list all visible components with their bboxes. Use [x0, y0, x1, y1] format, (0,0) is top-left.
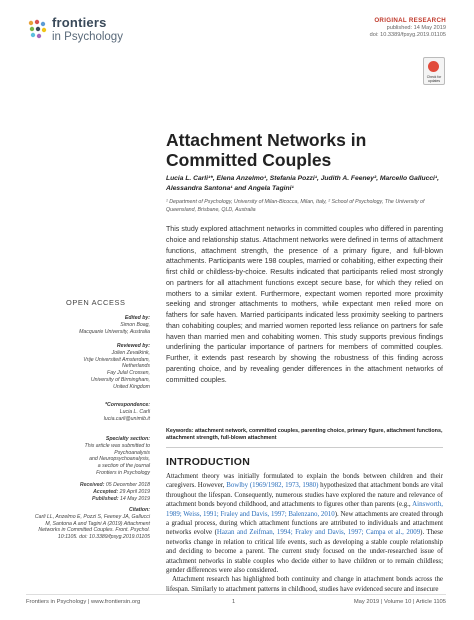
intro-text: Attachment theory was initially formulated to explain the bonds between children and their caregivers. However,: [166, 473, 443, 490]
edited-by-label: Edited by:: [124, 315, 150, 321]
check-for-updates-button[interactable]: [423, 57, 445, 85]
received-row: [28, 482, 150, 489]
editor-block: [28, 315, 150, 335]
citation-link[interactable]: Bowlby (1969/1982, 1973, 1980): [226, 482, 319, 490]
specialty-line: Frontiers in Psychology: [96, 469, 150, 476]
published-date: published: 14 May 2019: [386, 25, 446, 31]
reviewer2-country: United Kingdom: [113, 383, 150, 390]
specialty-label: Specialty section:: [105, 436, 150, 442]
introduction-heading: INTRODUCTION: [166, 456, 251, 468]
footer-journal[interactable]: Frontiers in Psychology | www.frontiersin.org: [26, 599, 141, 605]
doi: doi: 10.3389/fpsyg.2019.01105: [369, 32, 446, 38]
reviewed-by-label: Reviewed by:: [116, 343, 150, 349]
received-label: Received:: [79, 482, 105, 488]
citation-block: [28, 507, 150, 541]
abstract-text: This study explored attachment networks in committed couples who differed in parenting choice and relationship status. Attachment networks were defined in terms of attachment functions, attachment strength, the presence of a primary figure, and full-blown attachments. Participants were 198 couples, married or cohabiting, either expecting their first child or childless-by-choice. Results indicated that participants relied most strongly on partners for all attachment functions except secure base, for which they relied on mothers to a similar extent. Furthermore, expectant women reported more proximity seeking and stronger attachments to mothers, while expectant men relied more on fathers for safe haven. Married participants indicated less proximity seeking to partners than cohabiting couples; and married women reported less reliance on partners for safe haven than married men and cohabiting women. This study supports previous findings underlining the particular importance of partners for members of committed couples. Further, it extends past research by showing the robustness of this finding across parenting choice, and by revealing gender differences in the attachment networks of committed couples.: [166, 226, 443, 384]
check-updates-label: Check for updates: [426, 75, 442, 83]
specialty-line: Psychoanalysis: [114, 449, 150, 456]
citation-text: Carli LL, Anzelmo E, Pozzi S, Feeney JA, Gallucci M, Santona A and Tagini A (2019) Attachment Networks in Committed Couples. Front. Psychol. 10:1105. doi: 10.3389/fpsyg.2019.01105: [34, 513, 150, 541]
correspondence-label: *Correspondence:: [105, 402, 150, 408]
published-row: [28, 496, 150, 503]
intro-paragraph: [166, 472, 443, 575]
specialty-block: [28, 436, 150, 477]
publication-info: [370, 25, 446, 39]
reviewer1-country: Netherlands: [122, 363, 150, 370]
footer-volume: May 2019 | Volume 10 | Article 1105: [353, 599, 446, 605]
received-date: 05 December 2018: [105, 482, 150, 488]
footer-divider: [26, 594, 446, 595]
published-label: Published:: [92, 495, 119, 502]
editor-name: Simon Boag,: [120, 321, 150, 328]
affiliations: ¹ Department of Psychology, University of Milan-Bicocca, Milan, Italy, ² School of Psychology, The University of Queensland, Brisbane, QLD, Australia: [166, 199, 425, 213]
reviewer2-name: Fay Julal Crossen,: [107, 370, 150, 377]
introduction-body: [166, 472, 443, 594]
reviewer1-affiliation: Vrije Universiteit Amsterdam,: [83, 356, 150, 363]
dates-block: [28, 482, 150, 502]
specialty-line: and Neuropsychoanalysis,: [89, 456, 150, 463]
specialty-line: a section of the journal: [97, 463, 150, 470]
correspondence-block: [28, 402, 150, 422]
intro-text: ). These networks change in relation to critical life events, such as developing a stable couple relationship and deciding to become a parent. The current study focused on the under-researched issue of attachment networks in stable couples who decide either to have children or to remain childless; gender differences were also considered.: [166, 529, 443, 575]
journal-logo-name: frontiers: [52, 15, 107, 30]
section-divider: [166, 447, 443, 448]
accepted-date: 29 April 2019: [119, 488, 150, 495]
accepted-label: Accepted:: [93, 488, 119, 495]
author-list: Lucia L. Carli¹*, Elena Anzelmo¹, Stefania Pozzi¹, Judith A. Feeney², Marcello Gallucci¹, Alessandra Santona¹ and Angela Tagini¹: [166, 175, 440, 192]
citation-link[interactable]: Ainsworth, 1989; Weiss, 1991; Fraley and Davis, 1997; Balenzano, 2010: [166, 501, 443, 518]
reviewer1-name: Jolien Zevalkink,: [111, 349, 150, 356]
citation-label: Citation:: [128, 507, 150, 513]
reviewers-block: [28, 343, 150, 391]
reviewer2-affiliation: University of Birmingham,: [90, 376, 150, 383]
update-badge-icon: [428, 61, 439, 72]
correspondence-email[interactable]: lucia.carli@unimib.it: [103, 415, 150, 422]
intro-text: ). New attachments are created through a gradual process, during which attachment functions are attributed to individuals and attachment networks evolve (: [166, 510, 443, 537]
article-type: ORIGINAL RESEARCH: [374, 17, 446, 24]
article-title: Attachment Networks in Committed Couples: [166, 130, 367, 170]
journal-logo-subtitle: in Psychology: [52, 31, 123, 43]
correspondence-name: Lucia L. Carli: [119, 408, 150, 415]
keywords: Keywords: attachment network, committed couples, parenting choice, primary figure, attachment functions, attachment strength, full-blown attachment: [166, 428, 443, 442]
intro-paragraph: Attachment research has highlighted both continuity and change in attachment bonds across the lifespan. Similarly to attachment patterns in childhood, studies have evidenced secure and insecure: [166, 576, 443, 593]
editor-affiliation: Macquarie University, Australia: [79, 328, 150, 335]
page-number: 1: [232, 599, 236, 605]
accepted-row: [28, 489, 150, 496]
published-date-sidebar: 14 May 2019: [120, 495, 150, 502]
intro-text: hypothesized that attachment bonds are vital throughout the lifespan. Consequently, numerous studies have explored the nature and relevance of attachment bonds beyond childhood, and attachments to figures other than parents (e.g.,: [166, 482, 443, 509]
frontiers-logo-icon: [26, 18, 48, 40]
specialty-line: This article was submitted to: [84, 442, 150, 449]
open-access-label: OPEN ACCESS: [66, 298, 126, 307]
citation-link[interactable]: Hazan and Zeifman, 1994; Fraley and Davis, 1997; Campa et al., 2009: [216, 529, 421, 537]
